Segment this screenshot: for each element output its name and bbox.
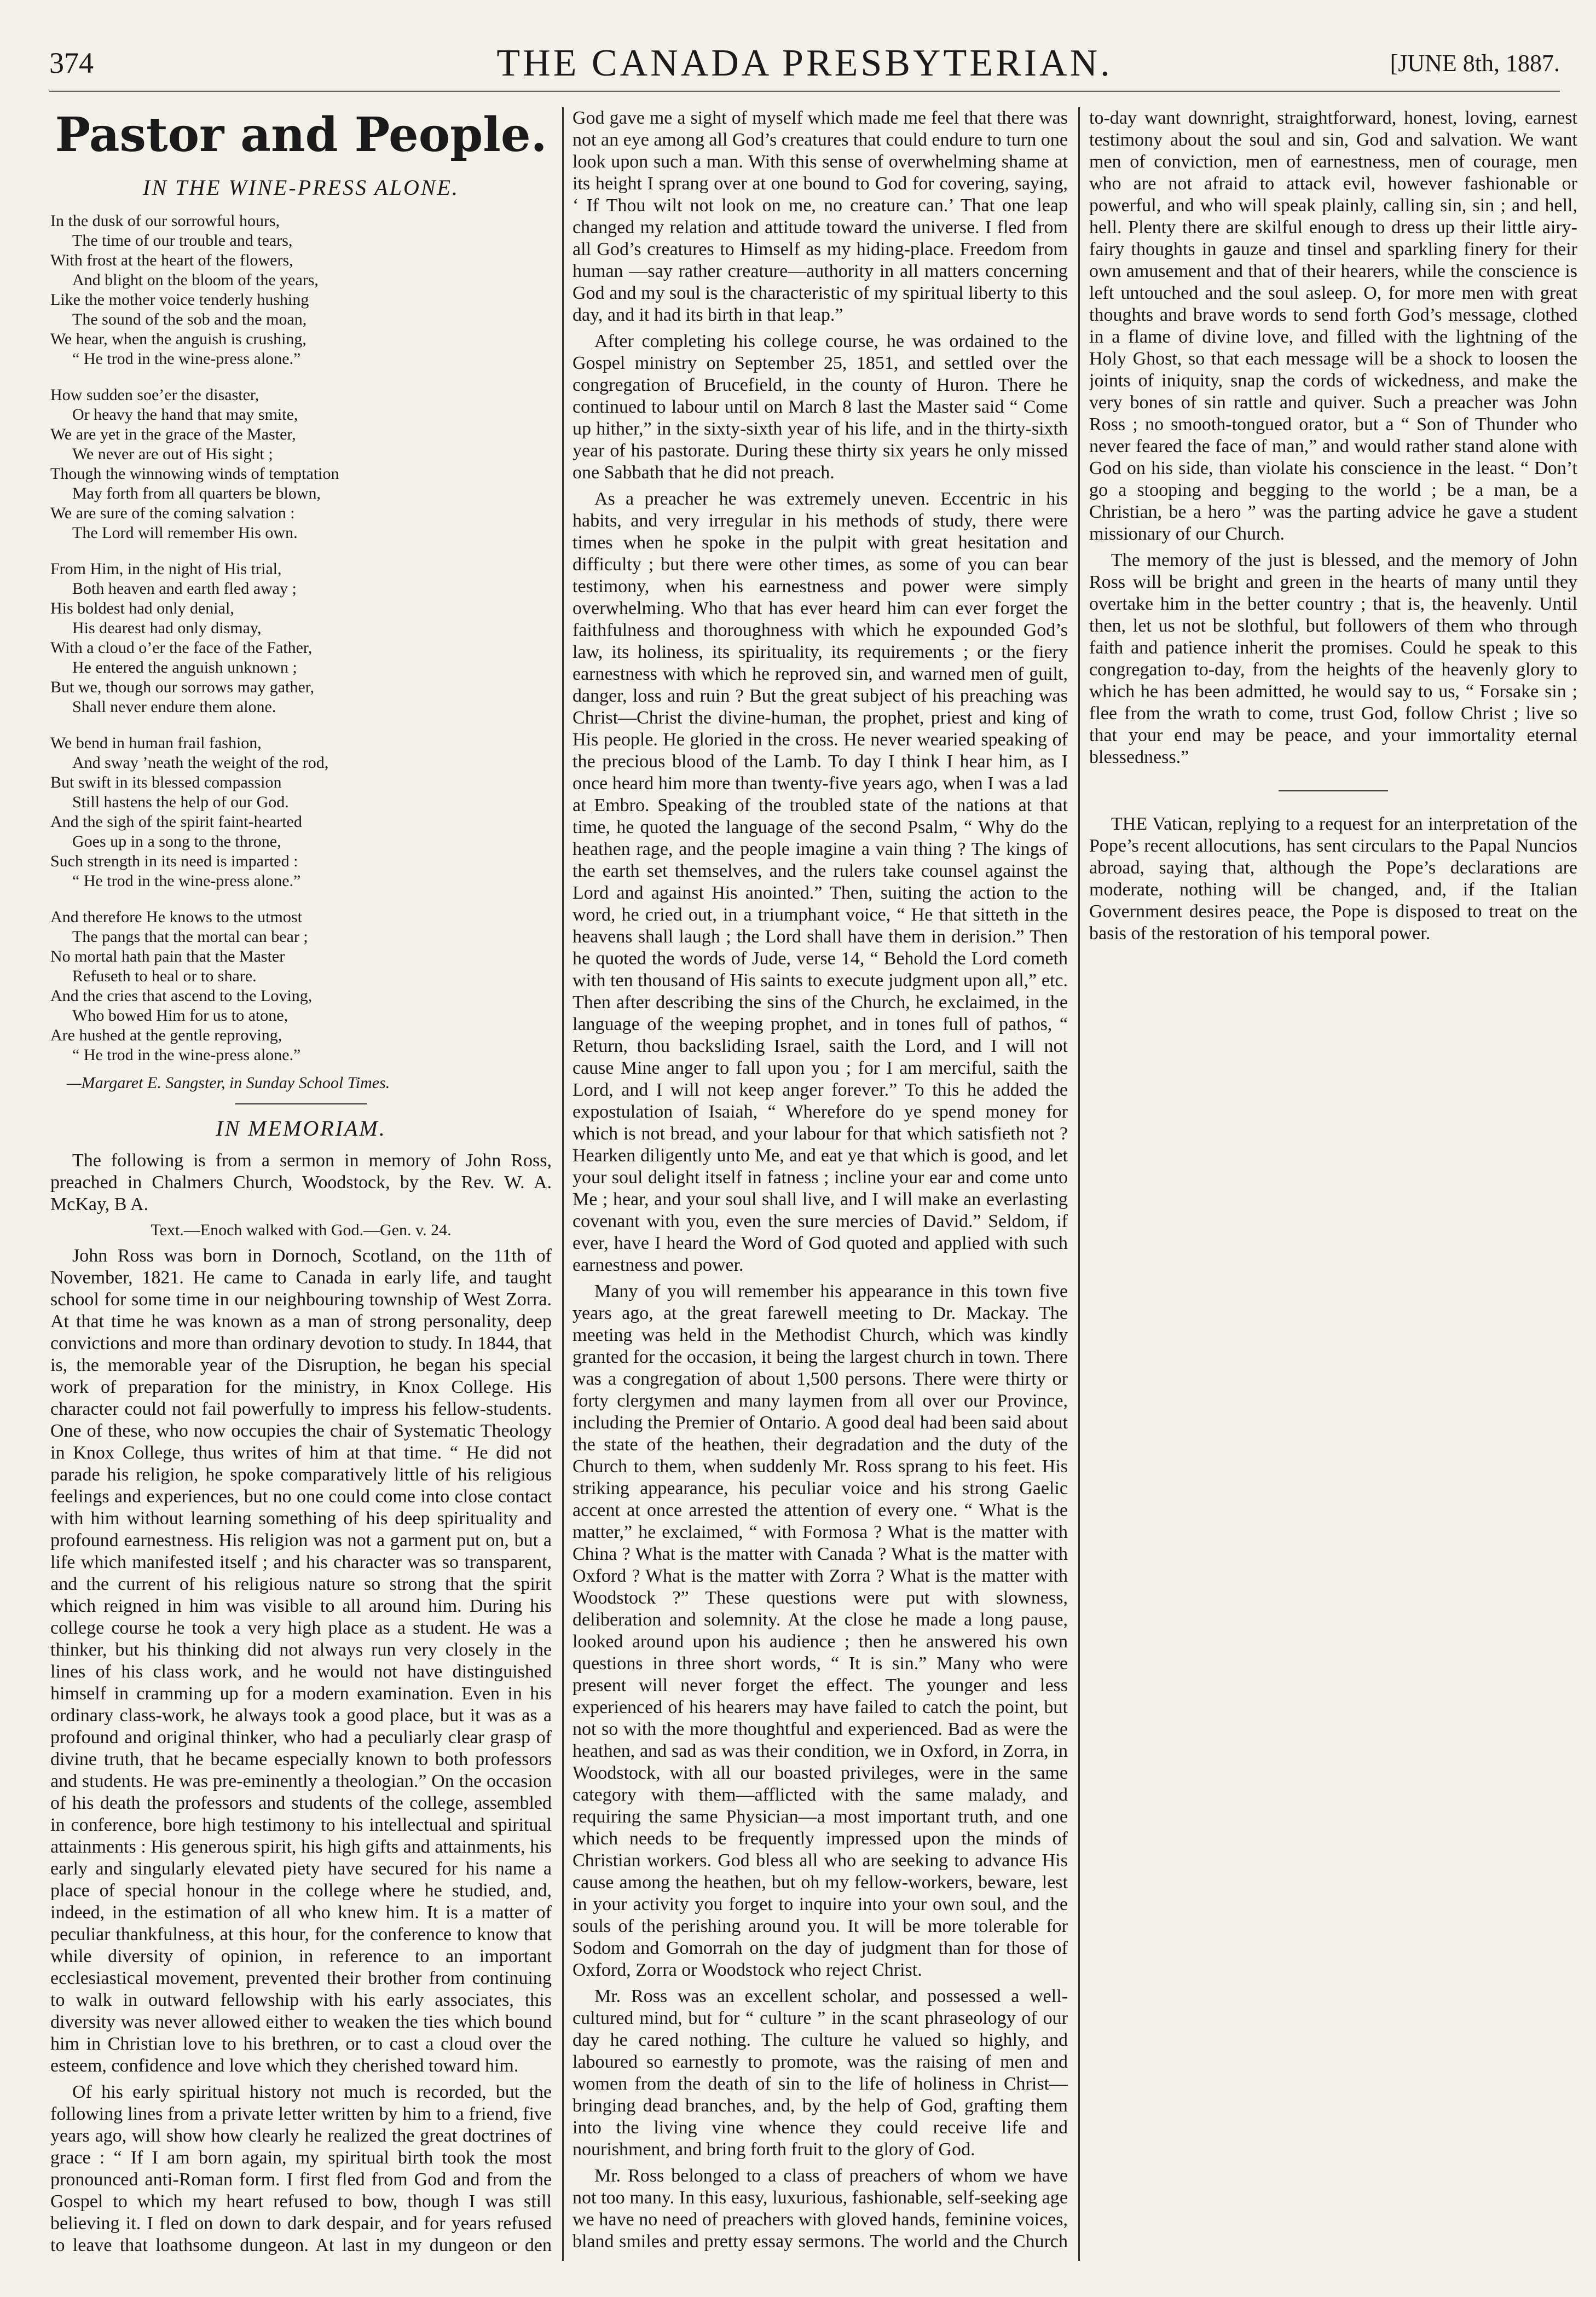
poem-line: Who bowed Him for us to atone, [72,1006,288,1025]
page-number: 374 [49,47,94,79]
memoriam-intro: The following is from a sermon in memory of John Ross, preached in Chalmers Church, Woodstock, by the Rev. W. A. McKay, B A. [50,1150,552,1214]
poem-line: How sudden soe’er the disaster, [50,386,259,404]
article-flow-part-3 [1089,107,1577,768]
poem-line: In the dusk of our sorrowful hours, [50,212,280,230]
poem-attribution: —Margaret E. Sangster, in Sunday School Times. [67,1074,390,1092]
column-rule [562,107,564,2261]
poem-stanza [50,733,552,891]
poem-line: May forth from all quarters be blown, [72,484,321,502]
poem-line: And the sigh of the spirit faint-hearted [50,813,302,831]
scripture-text: Text.—Enoch walked with God.—Gen. v. 24. [151,1221,452,1239]
poem-line: The pangs that the mortal can bear ; [72,928,308,946]
poem-line: We are yet in the grace of the Master, [50,425,296,443]
poem-line: Such strength in its need is imparted : [50,852,298,870]
poem-stanza [50,559,552,717]
section-divider [235,1103,367,1104]
poem-line: His dearest had only dismay, [72,619,262,637]
article-paragraph: As a preacher he was extremely uneven. Eccentric in his habits, and very irregular in his methods of study, there were times when he spoke in the pulpit with great hesitation and difficulty ; but there were other times, as some of you can bear testimony, when his earnestness and power were simply overwhelming. Who that has ever heard him can ever forget the faithfulness and thoroughness with which he expounded God’s law, its holiness, its spirituality, its requirements ; or the fiery earnestness with which he reproved sin, and warned men of guilt, danger, loss and ruin ? But the great subject of his preaching was Christ—Christ the divine-human, the prophet, priest and king of His people. He gloried in the cross. He never wearied speaking of the precious blood of the Lamb. To day I think I hear him, as I once heard him more than twenty-five years ago, when I was a lad at Embro. Speaking of the troubled state of the nations at that time, he quoted the language of the second Psalm, “ Why do the heathen rage, and the people imagine a vain thing ? The kings of the earth set themselves, and the rulers take counsel against the Lord and against His anointed.” Then, suiting the action to the word, he cried out, in a triumphant voice, “ He that sitteth in the heavens shall laugh ; the Lord shall have them in derision.” Then he quoted the words of Jude, verse 14, “ Behold the Lord cometh with ten thousand of His saints to execute judgment upon all,” etc. Then after describing the sins of the Church, he exclaimed, in the language of the weeping prophet, and in tones full of pathos, “ Return, thou backsliding Israel, saith the Lord, and I will not cause Mine anger to fall upon you ; for I am merciful, saith the Lord, and I will not keep anger forever.” To this he added the expostulation of Isaiah, “ Wherefore do ye spend money for which is not bread, and your labour for that which satisfieth not ? Hearken diligently unto Me, and eat ye that which is good, and let your soul delight itself in fatness ; incline your ear and come unto Me ; hear, and your soul shall live, and I will make an everlasting covenant with you, even the sure mercies of David.” Seldom, if ever, have I heard the Word of God quoted and applied with such earnestness and power. [573,489,1068,1275]
poem-stanza [50,907,552,1065]
vatican-text: Vatican, replying to a request for an interpretation of the Pope’s recent allocutions, has sent circulars to the Papal Nuncios abroad, saying that, although the Pope’s declarations are moderate, nothing will be changed, and, if the Italian Government desires peace, the Pope is disposed to treat on the basis of the restoration of his temporal power. [1089,814,1577,944]
column-1 [50,107,552,2264]
poem-line: “ He trod in the wine-press alone.” [72,1046,301,1064]
poem-line: Shall never endure them alone. [72,698,276,716]
poem-line: Though the winnowing winds of temptation [50,465,339,483]
article-separator [1279,790,1388,791]
poem-body [50,211,552,1065]
article-paragraph: Many of you will remember his appearance in this town five years ago, at the great farewell meeting to Dr. Mackay. The meeting was held in the Methodist Church, which was kindly granted for the occasion, it being the largest church in town. There was a congregation of about 1,500 persons. There were thirty or forty clergymen and many laymen from all over our Province, including the Premier of Ontario. A good deal had been said about the state of the heathen, their degradation and the duty of the Church to them, when suddenly Mr. Ross sprang to his feet. His striking appearance, his peculiar voice and his strong Gaelic accent at once arrested the attention of every one. “ What is the matter,” he exclaimed, “ with Formosa ? What is the matter with China ? What is the matter with Canada ? What is the matter with Oxford ? What is the matter with Zorra ? What is the matter with Woodstock ?” These questions were put with slowness, deliberation and solemnity. At the close he made a long pause, looked around upon his audience ; then he answered his own questions in three short words, “ It is sin.” Many who were present will never forget the effect. The younger and less experienced of his hearers may have failed to catch the point, but not so with the more thoughtful and experienced. Bad as were the heathen, and sad as was their condition, we in Oxford, in Zorra, in Woodstock, with all our boasted privileges, were in the same category with them—afflicted with the same malady, and requiring the same Physician—a most important truth, and one which needs to be frequently impressed upon the minds of Christian workers. God bless all who are seeking to advance His cause among the heathen, but oh my fellow-workers, beware, lest in your activity you forget to inquire into your own soul, and the souls of the perishing around you. It will be more tolerable for Sodom and Gomorrah on the day of judgment than for those of Oxford, Zorra or Woodstock who reject Christ. [573,1281,1068,1980]
poem-line: But swift in its blessed compassion [50,773,282,791]
vatican-lead: THE [1111,814,1148,834]
article-paragraph: After completing his college course, he was ordained to the Gospel ministry on September 25, 1851, and settled over the congregation of Brucefield, in the county of Huron. There he continued to labour until on March 8 last the Master said “ Come up hither,” in the sixty-sixth year of his life, and in the thirty-sixth year of his pastorate. During these thirty six years he only missed one Sabbath that he did not preach. [573,331,1068,483]
poem-line: And the cries that ascend to the Loving, [50,987,313,1005]
article-flow-part-1 [50,1245,552,2257]
article-paragraph: God gave me a sight of myself which made me feel that there was not an eye among all God’s creatures that could endure to turn one look upon such a man. With this sense of overwhelming shame at its height I sprang over at one bound to God for covering, saying, ‘ If Thou wilt not look on me, no creature can.’ That one leap changed my relation and attitude toward the universe. I fled from all God’s creatures to Himself as my hiding-place. Freedom from human —say rather creature—authority in all matters concerning God and my soul is the characteristic of my spiritual liberty to this day, and it had its birth in that leap.” [573,108,1068,325]
poem-line: We never are out of His sight ; [72,445,273,463]
issue-date: [JUNE 8th, 1887. [1390,50,1560,77]
poem-line: But we, though our sorrows may gather, [50,678,315,696]
poem-title: IN THE WINE-PRESS ALONE. [143,175,459,200]
poem-line: We are sure of the coming salvation : [50,504,295,522]
poem-line: Goes up in a song to the throne, [72,832,281,850]
column-rule [1078,107,1080,2261]
masthead: THE CANADA PRESBYTERIAN. [496,42,1113,84]
poem-line: The time of our trouble and tears, [72,232,293,250]
poem-line: Are hushed at the gentle reproving, [50,1026,282,1044]
poem-line: And therefore He knows to the utmost [50,908,302,926]
poem-line: We hear, when the anguish is crushing, [50,330,307,348]
poem-line: His boldest had only denial, [50,599,234,617]
vatican-note [1089,813,1577,945]
poem-line: The Lord will remember His own. [72,524,298,542]
article-paragraph: John Ross was born in Dornoch, Scotland, on the 11th of November, 1821. He came to Canada in early life, and taught school for some time in our neighbouring township of West Zorra. At that time he was known as a man of strong personality, deep convictions and more than ordinary devotion to study. In 1844, that is, the memorable year of the Disruption, he began his special work of preparation for the ministry, in Knox College. His character could not fail powerfully to impress his fellow-students. One of these, who now occupies the chair of Systematic Theology in Knox College, thus writes of him at that time. “ He did not parade his religion, he spoke comparatively little of his religious feelings and experiences, but no one could come into close contact with him without learning something of his deep spirituality and profound earnestness. His religion was not a garment put on, but a life which manifested itself ; and his character was so transparent, and the current of his religious nature so strong that the spirit which reigned in him was visible to all around him. During his college course he took a very high place as a student. He was a thinker, but his thinking did not always run very closely in the lines of his class work, and he would not have distinguished himself in cramming up for a modern examination. Even in his ordinary class-work, he always took a good place, but it was as a profound and original thinker, who had a peculiarly clear grasp of divine truth, that he became especially known to both professors and students. He was pre-eminently a theologian.” On the occasion of his death the professors and students of the college, assembled in conference, bore high testimony to his intellectual and spiritual attainments : His generous spirit, his high gifts and attainments, his early and singularly elevated piety have secured for his name a place of special honour in the college where he studied, and, indeed, in the estimation of all who knew him. It is a matter of peculiar thankfulness, at this hour, for the conference to know that while diversity of opinion, in reference to an important ecclesiastical movement, prevented their brother from continuing to walk in outward fellowship with his early associates, this diversity was never allowed either to weaken the ties which bound him in Christian love to his brethren, or to cast a cloud over the esteem, confidence and love which they cherished toward him. [50,1246,552,2076]
poem-line: No mortal hath pain that the Master [50,947,285,965]
article-paragraph: Mr. Ross was an excellent scholar, and possessed a well-cultured mind, but for “ culture ” in the scant phraseology of our day he cared nothing. The culture he valued so highly, and laboured so earnestly to promote, was the raising of men and women from the death of sin to the life of holiness in Christ—bringing dead branches, and, by the help of God, grafting them into the living vine whence they could receive life and nourishment, and bring forth fruit to the glory of God. [573,1986,1068,2160]
memoriam-title: IN MEMORIAM. [216,1116,386,1141]
poem-line: “ He trod in the wine-press alone.” [72,872,301,890]
header-rule [49,90,1560,92]
poem-line: “ He trod in the wine-press alone.” [72,350,301,368]
poem-line: Refuseth to heal or to share. [72,967,257,985]
article-paragraph: Mr. Ross belonged to a class of preachers of whom we have not too many. In this easy, luxurious, fashionable, self-seeking age we have no need of preachers with gloved hands, feminine voices, bland smiles and pretty essay sermons. The world and the Church [573,2166,1068,2252]
article-flow-part-2 [573,107,1068,2253]
article-paragraph: to-day want downright, straightforward, honest, loving, earnest testimony about the soul and sin, God and salvation. We want men of conviction, men of earnestness, men of courage, men who are not afraid to attack evil, however fashionable or powerful, and who will speak plainly, calling sin, sin ; and hell, hell. Plenty there are skilful enough to dress up their little airy-fairy thoughts in gauze and tinsel and sparkling finery for their own amusement and that of their hearers, while the conscience is left untouched and the soul asleep. O, for more men with great thoughts and brave words to send forth God’s message, clothed in a flame of divine love, and filled with the lightning of the Holy Ghost, so that each message will be a shock to loosen the joints of iniquity, snap the cords of wickedness, and make the very bones of sin rattle and quiver. Such a preacher was John Ross ; no smooth-tongued orator, but a “ Son of Thunder who never feared the face of man,” and would rather stand alone with God on his side, than violate his conscience in the least. “ Don’t go a stooping and begging to the world ; be a man, be a Christian, be a hero ” was the parting advice he gave a student missionary of our Church. [1089,108,1577,544]
article-paragraph: Of his early spiritual history not much is recorded, but the following lines from a private letter written by him to a friend, five years ago, will show how clearly he realized the great doctrines of grace : “ If I am born again, my spiritual birth took the most pronounced anti-Roman form. I first fled from God and from the Gospel to which my heart refused to bow, though I was still believing it. I fled on down to dark despair, and for years refused to leave that loathsome dungeon. At last in my dungeon or den [50,2082,552,2255]
poem-line: And sway ’neath the weight of the rod, [72,754,329,772]
poem-line: The sound of the sob and the moan, [72,310,307,328]
page-header [49,34,1560,89]
poem-line: With frost at the heart of the flowers, [50,251,293,269]
poem-line: He entered the anguish unknown ; [72,658,297,676]
poem-line: We bend in human frail fashion, [50,734,262,752]
poem-line: And blight on the bloom of the years, [72,271,319,289]
poem-stanza [50,211,552,369]
poem-line: Both heaven and earth fled away ; [72,580,297,598]
article-paragraph: The memory of the just is blessed, and the memory of John Ross will be bright and green in the hearts of many until they overtake him in the better country ; that is, the heavenly. Until then, let us not be slothful, but followers of them who through faith and patience inherit the promises. Could he speak to this congregation to-day, from the heights of the heavenly glory to which he has been admitted, he would say to us, “ Forsake sin ; flee from the wrath to come, trust God, follow Christ ; live so that your end may be peace, and your immortality eternal blessedness.” [1089,550,1577,767]
poem-stanza [50,385,552,543]
poem-line: With a cloud o’er the face of the Father, [50,639,313,657]
poem-line: Like the mother voice tenderly hushing [50,291,309,309]
poem-line: Still hastens the help of our God. [72,793,289,811]
poem-line: Or heavy the hand that may smite, [72,406,298,424]
column-2 [573,107,1068,2264]
section-title: Pastor and People. [55,107,547,163]
poem-line: From Him, in the night of His trial, [50,560,282,578]
column-3 [1089,107,1577,2264]
